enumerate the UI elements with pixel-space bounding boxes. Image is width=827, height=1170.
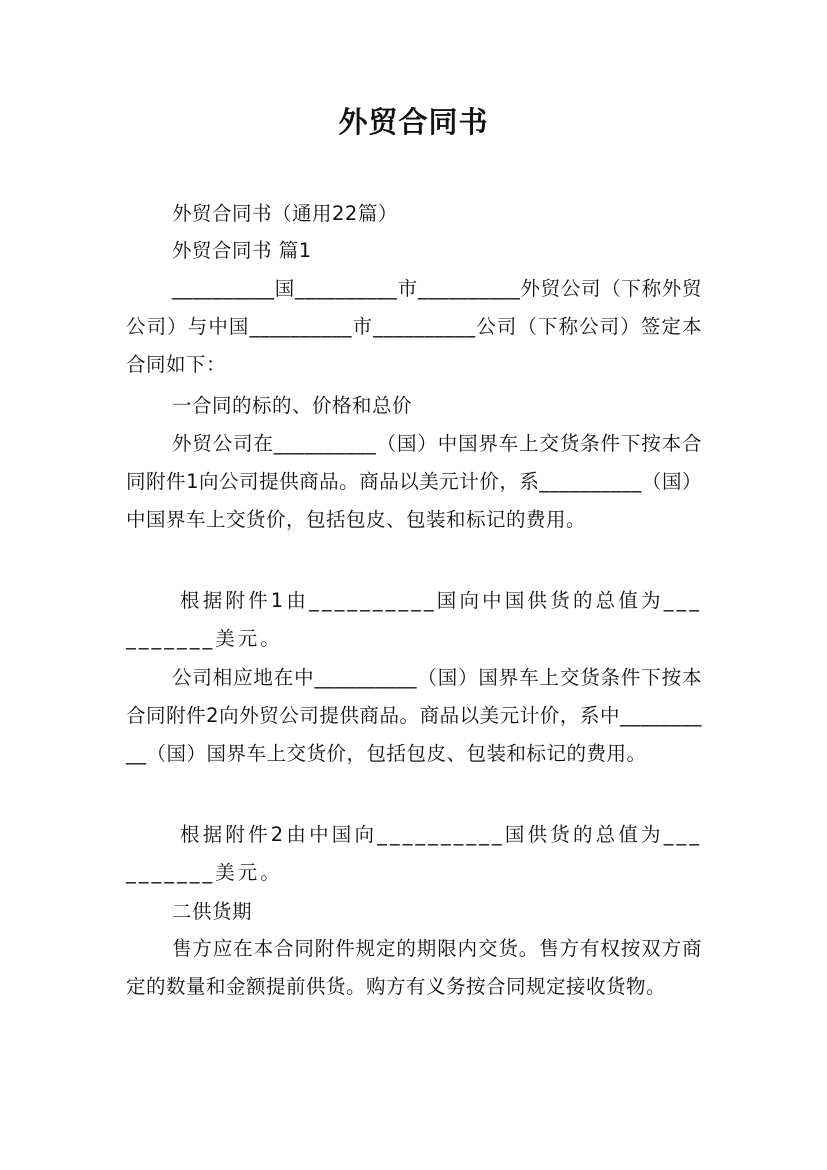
paragraph-section-1-heading: 一合同的标的、价格和总价 [172, 394, 413, 417]
paragraph-total-value-2: 根据附件2由中国向__________国供货的总值为__________美元。 [126, 823, 702, 884]
paragraph-delivery-terms: 售方应在本合同附件规定的期限内交货。售方有权按双方商定的数量和金额提前供货。购方有义务按合同规定接收货物。 [126, 937, 702, 998]
paragraph-parties: __________国__________市__________外贸公司（下称外贸公司）与中国__________市__________公司（下称公司）签定本合同如下： [126, 277, 702, 376]
paragraph-goods-to-company: 外贸公司在__________（国）中国界车上交货条件下按本合同附件1向公司提供商品。商品以美元计价，系__________（国）中国界车上交货价，包括包皮、包装和标记的费用。 [126, 432, 702, 531]
paragraph-total-value-1: 根据附件1由__________国向中国供货的总值为__________美元。 [126, 589, 702, 650]
paragraph-subtitle: 外贸合同书（通用22篇） [172, 202, 398, 225]
paragraph-section-2-heading: 二供货期 [172, 900, 253, 923]
paragraph-chapter-heading: 外贸合同书 篇1 [172, 239, 312, 262]
paragraph-goods-to-trade-company: 公司相应地在中__________（国）国界车上交货条件下按本合同附件2向外贸公司提供商品。商品以美元计价，系中__________（国）国界车上交货价，包括包皮、包装和标记的费用。 [126, 666, 702, 765]
document-title: 外贸合同书 [338, 105, 489, 139]
